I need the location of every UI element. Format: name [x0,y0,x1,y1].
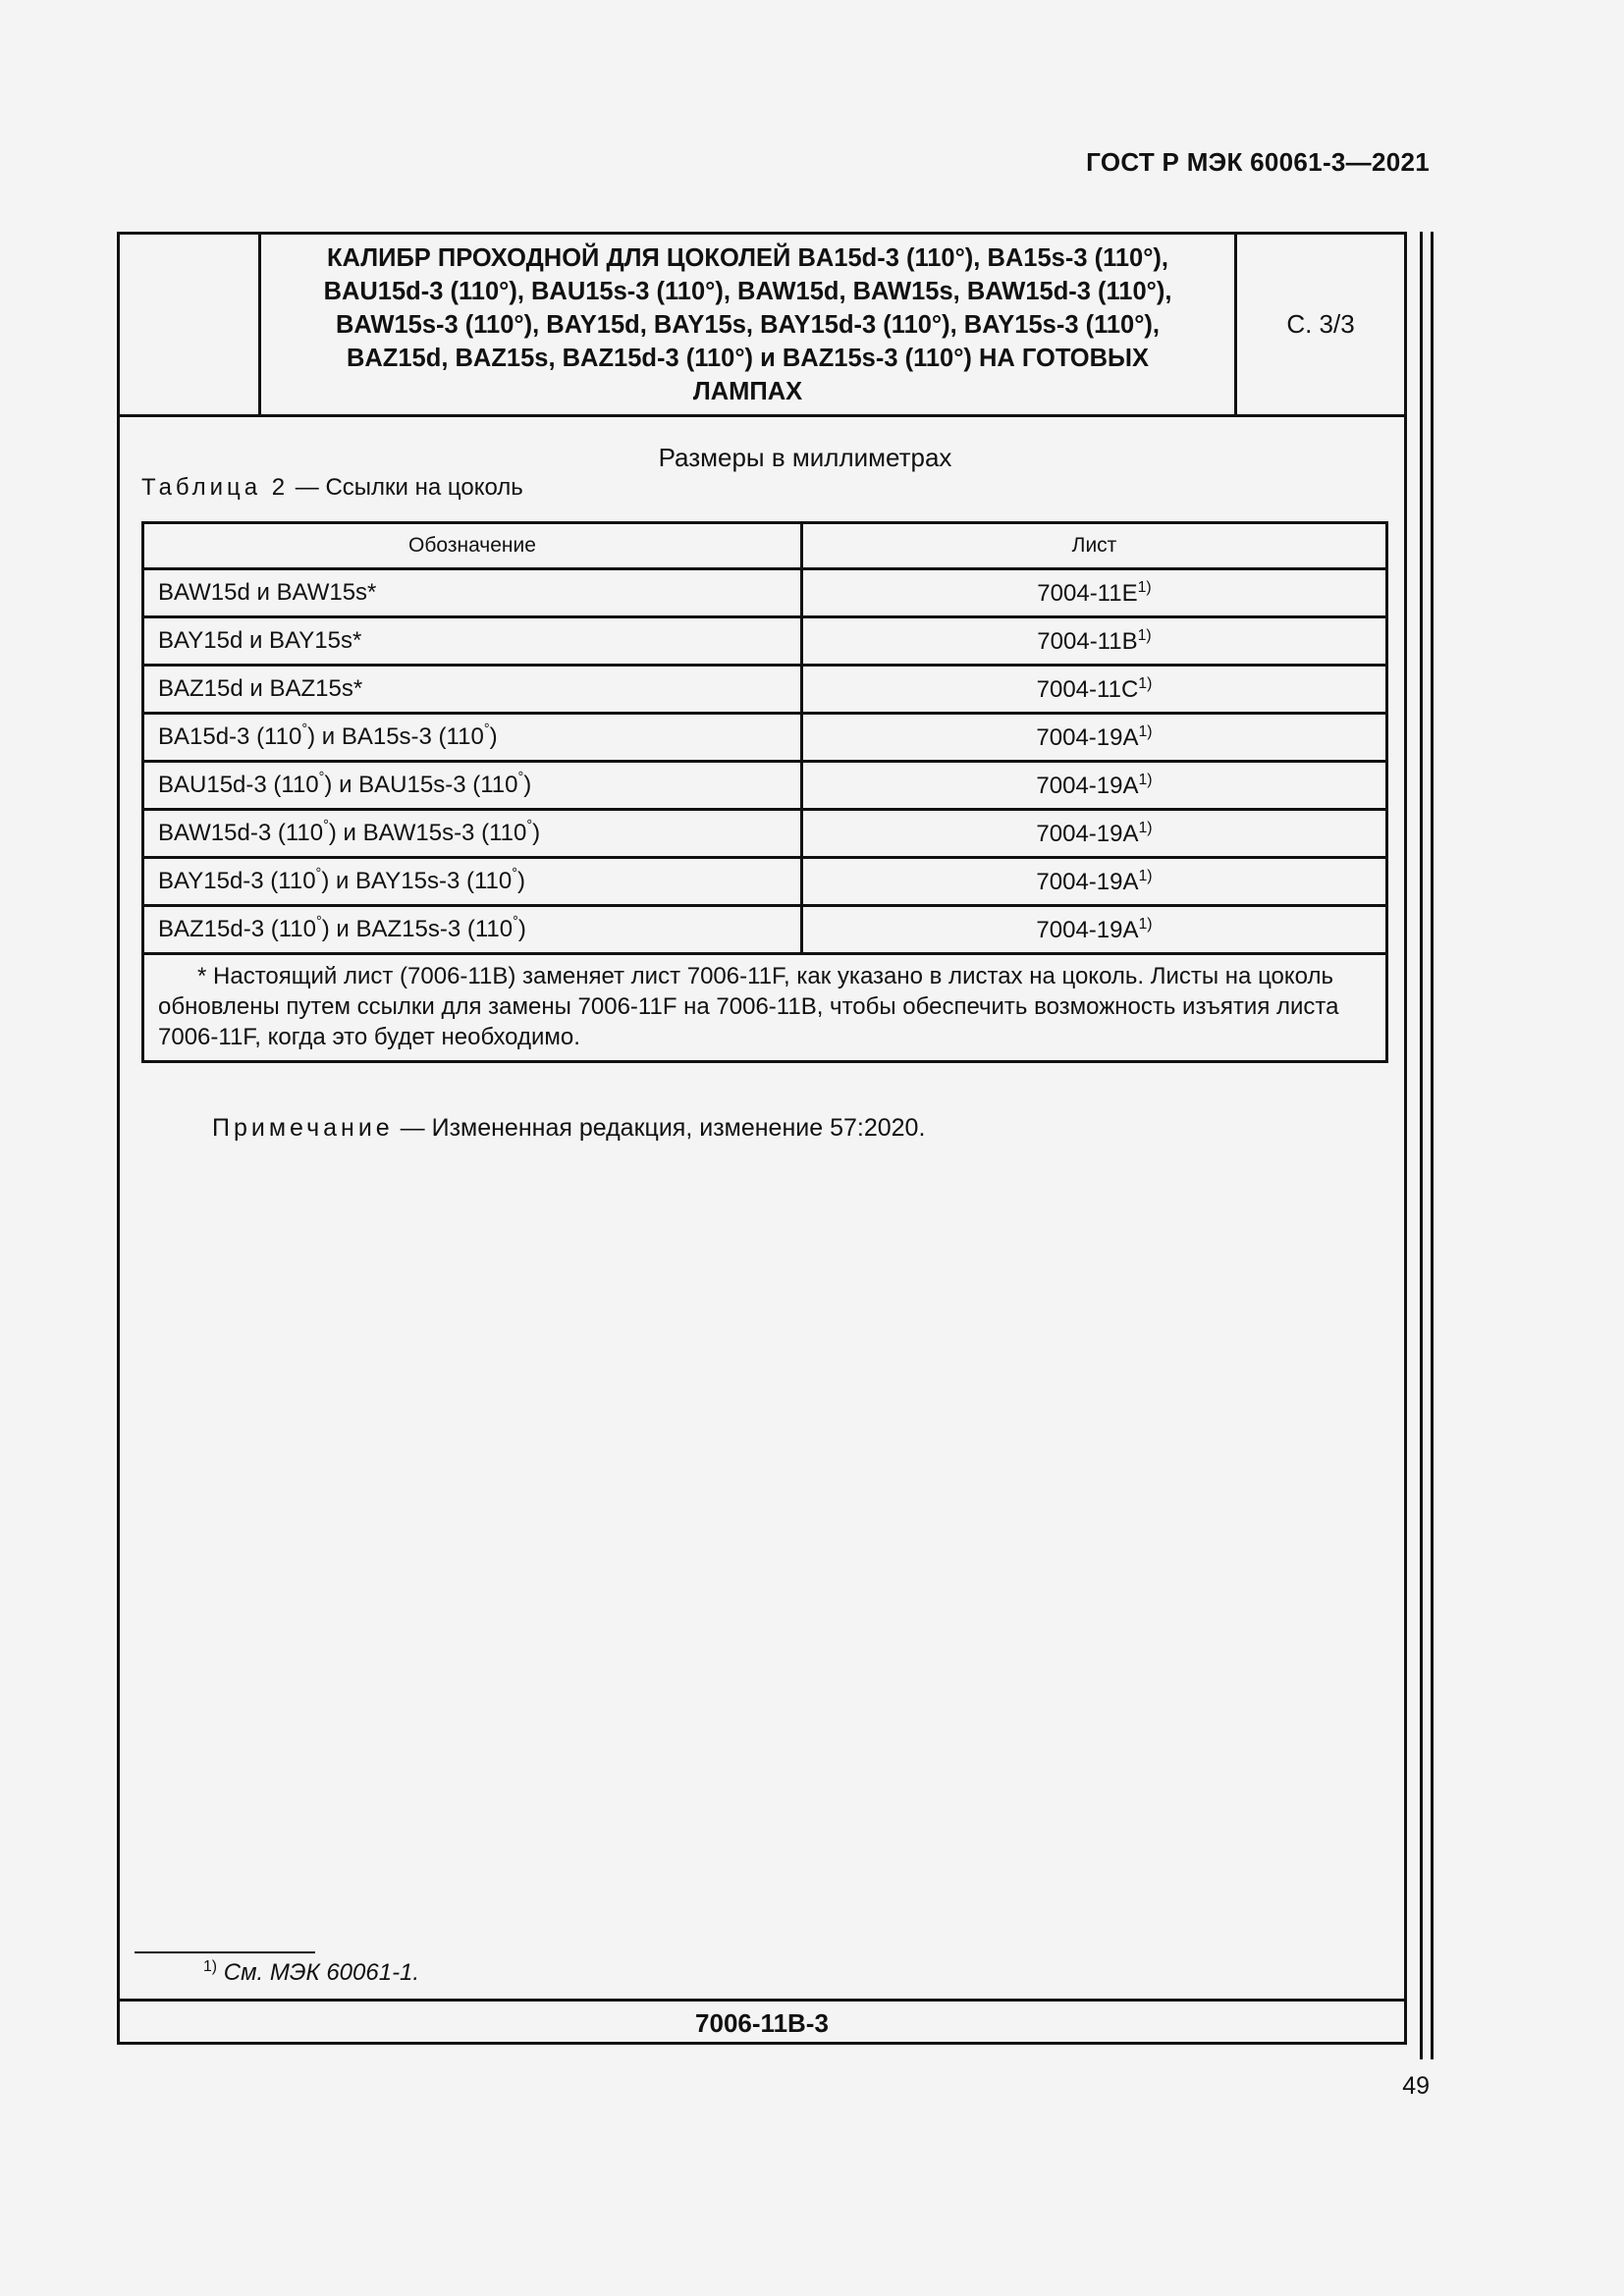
table-row [143,906,1387,954]
page-footnote: $^{1)}$ См. МЭК 60061-1. [203,1958,420,1986]
table-row [143,762,1387,810]
designation-cell: BAW15d и BAW15s* [143,569,802,617]
designation-cell: BAZ15d-3 (110°) и BAZ15s-3 (110°) [143,906,802,954]
designation-cell: BAZ15d и BAZ15s* [143,666,802,714]
sheet-cell: $7004-11C^{1)}$ [802,666,1387,714]
title-line: BAZ15d, BAZ15s, BAZ15d-3 (110°) и BAZ15s-3 (110°) НА ГОТОВЫХ [346,344,1150,372]
footnote-separator [135,1951,315,1953]
table-row [143,714,1387,762]
table-row [143,810,1387,858]
title-line: КАЛИБР ПРОХОДНОЙ ДЛЯ ЦОКОЛЕЙ BA15d-3 (110°), BA15s-3 (110°), [326,243,1169,272]
table-row [143,666,1387,714]
table-footnote: * Настоящий лист (7006-11B) заменяет лист 7006-11F, как указано в листах на цоколь. Листы на цоколь обновлены путем ссылки для замены 7006-11F на 7006-11B, чтобы обеспечить возможность изъятия листа 7006-11F, когда это будет необходимо. [143,954,1387,1062]
sheet-page-indicator: С. 3/3 [1286,309,1355,339]
table-row [143,858,1387,906]
title-block [120,235,1404,417]
frame-double-line [1420,232,1423,2059]
amendment-note [212,1114,925,1143]
sheet-cell: $7004-11E^{1)}$ [802,569,1387,617]
frame-double-line [1431,232,1434,2059]
title-line: BAU15d-3 (110°), BAU15s-3 (110°), BAW15d, BAW15s, BAW15d-3 (110°), [323,277,1172,305]
units-note: Размеры в миллиметрах [658,443,952,472]
title-line: ЛАМПАХ [692,377,803,405]
table-footnote-row [143,954,1387,1062]
sheet-cell: $7004-19A^{1)}$ [802,762,1387,810]
note-label: Примечание [212,1114,394,1142]
title-line: BAW15s-3 (110°), BAY15d, BAY15s, BAY15d-3 (110°), BAY15s-3 (110°), [336,310,1160,339]
standard-header: ГОСТ Р МЭК 60061-3—2021 [1086,147,1430,177]
page-number: 49 [1402,2072,1430,2100]
sheet-title [261,235,1237,414]
title-block-left-cell [120,235,261,414]
note-text: — Измененная редакция, изменение 57:2020. [393,1114,926,1142]
column-header-sheet: Лист [802,523,1387,569]
table-caption-text: — Ссылки на цоколь [289,474,523,501]
table-caption [141,474,523,502]
designation-cell: BAY15d и BAY15s* [143,617,802,666]
sheet-cell: $7004-19A^{1)}$ [802,714,1387,762]
base-reference-table [141,521,1388,1063]
sheet-cell: $7004-19A^{1)}$ [802,810,1387,858]
designation-cell: BAY15d-3 (110°) и BAY15s-3 (110°) [143,858,802,906]
sheet-code: 7006-11B-3 [695,2008,829,2038]
designation-cell: BAU15d-3 (110°) и BAU15s-3 (110°) [143,762,802,810]
table-caption-label: Таблица 2 [141,474,290,501]
table-row [143,569,1387,617]
footer-divider [120,1999,1404,2002]
sheet-cell: $7004-19A^{1)}$ [802,858,1387,906]
sheet-cell: $7004-19A^{1)}$ [802,906,1387,954]
designation-cell: BAW15d-3 (110°) и BAW15s-3 (110°) [143,810,802,858]
table-header-row [143,523,1387,569]
designation-cell: BA15d-3 (110°) и BA15s-3 (110°) [143,714,802,762]
sheet-cell: $7004-11B^{1)}$ [802,617,1387,666]
table-row [143,617,1387,666]
column-header-designation: Обозначение [143,523,802,569]
sheet-frame [117,232,1407,2045]
